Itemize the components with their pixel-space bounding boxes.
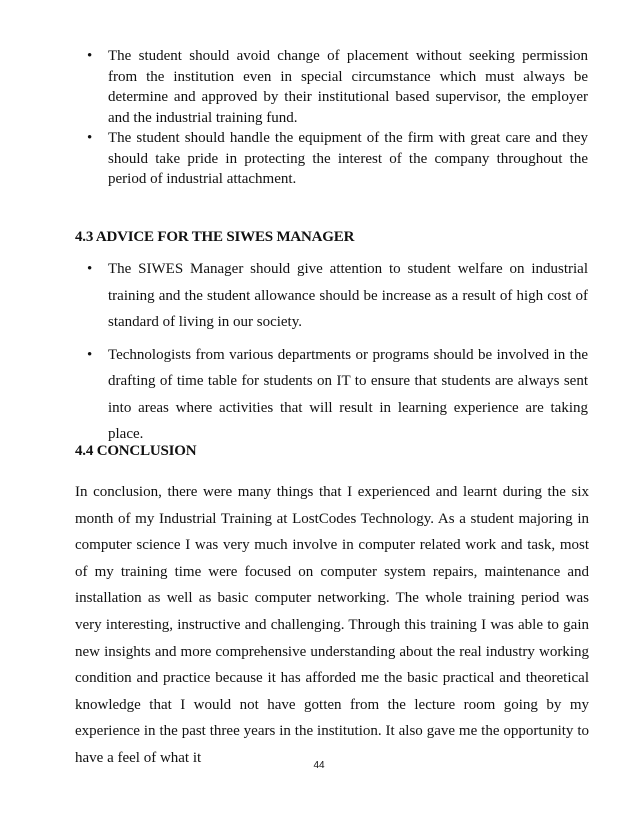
list-item: • The SIWES Manager should give attention to student welfare on industrial training and the student allowance should be increase as a result of high cost of standard of living in our society. [108,256,588,336]
intro-bullet-list [108,46,588,190]
list-item: • The student should handle the equipment of the firm with great care and they should take pride in protecting the interest of the company throughout the period of industrial attachment. [108,128,588,190]
advice-bullet-list [108,256,588,454]
section-heading-conclusion: 4.4 CONCLUSION [75,443,197,459]
list-item: • The student should avoid change of placement without seeking permission from the institution even in special circumstance which must always be determine and approved by their institutional based supervisor, the employer and the industrial training fund. [108,46,588,128]
page-number: 44 [313,760,325,771]
list-item: • Technologists from various departments or programs should be involved in the drafting of time table for students on IT to ensure that students are always sent into areas where activities that will result in learning experience are taking place. [108,342,588,448]
conclusion-paragraph: In conclusion, there were many things that I experienced and learnt during the six month of my Industrial Training at LostCodes Technology. As a student majoring in computer science I was very much involve in computer related work and task, most of my training time were focused on computer system repairs, maintenance and installation as well as basic computer networking. The whole training period was very interesting, instructive and challenging. Through this training I was able to gain new insights and more comprehensive understanding about the real industry working condition and practice because it has afforded me the basic practical and theoretical knowledge that I would not have gotten from the lecture room going by my experience in the past three years in the institution. It also gave me the opportunity to have a feel of what it [75,484,589,766]
section-heading-advice: 4.3 ADVICE FOR THE SIWES MANAGER [75,229,355,245]
